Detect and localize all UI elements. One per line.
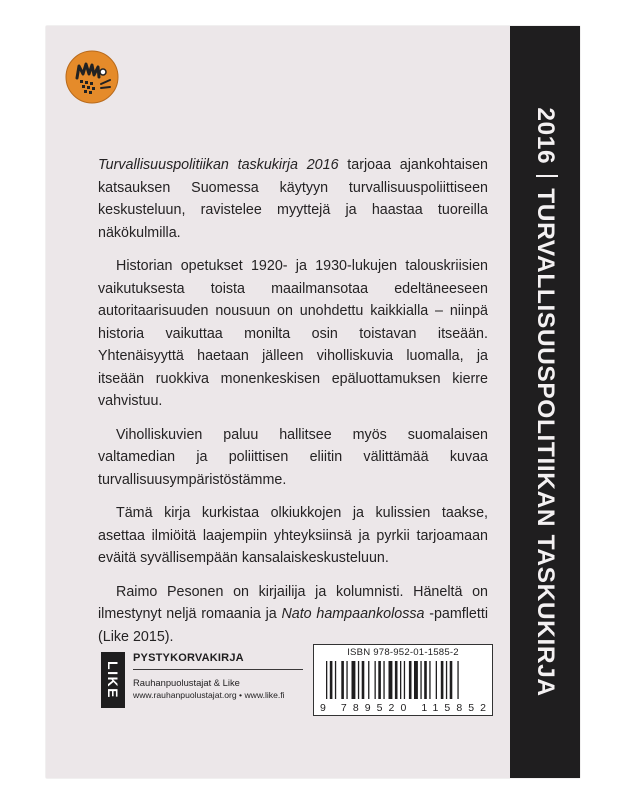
barcode-bar [358, 661, 359, 699]
barcode-bar [335, 661, 336, 699]
publisher-websites: www.rauhanpuolustajat.org • www.like.fi [133, 690, 285, 700]
barcode-bar [457, 661, 458, 699]
isbn-number: ISBN 978-952-01-1585-2 [347, 647, 459, 658]
book-title-inline: Turvallisuuspolitiikan taskukirja 2016 [98, 157, 339, 173]
blurb-paragraph-2: Historian opetukset 1920- ja 1930-lukujen talouskriisien vaikutuksesta toista maailmansotaa edeltäneeseen autoritaarisuuden nousuun on unohdettu kaikkialla – niinpä historia vaikuttaa monilta osin toistavan itseään. Yhtenäisyyttä haetaan jälleen viholliskuvia luomalla, ja itseään ruokkiva monenkeskisen epäluottamuksen kierre vahvistuu. [98, 258, 488, 409]
back-cover-blurb [98, 154, 488, 659]
barcode-digits: 9 789520 115852 [320, 702, 486, 713]
blurb-paragraph-3: Viholliskuvien paluu hallitsee myös suomalaisen valtamedian ja poliittisen eliitin välittämää kuvaa turvallisuusympäristöstämme. [98, 426, 488, 488]
barcode-bar [330, 661, 333, 699]
barcode-bar [450, 661, 453, 699]
like-publisher-logo [101, 652, 125, 708]
barcode-bar [378, 661, 381, 699]
barcode-bar [404, 661, 405, 699]
barcode-bar [346, 661, 347, 699]
barcode-bar [395, 661, 398, 699]
author-bio: Raimo Pesonen on kirjailija ja kolumnisti. Häneltä on ilmestynyt neljä romaania ja Nato hampaankolossa -pamfletti (Like 2015). [98, 583, 488, 645]
barcode-bar [368, 661, 369, 699]
barcode-bar [362, 661, 365, 699]
barcode-bar [441, 661, 444, 699]
publisher-emblem-icon [65, 50, 119, 104]
series-label: PYSTYKORVAKIRJA [133, 652, 303, 670]
previous-book-title: Nato hampaankolossa [281, 606, 425, 622]
barcode-bar [420, 661, 421, 699]
barcode-bar [414, 661, 418, 699]
publisher-names: Rauhanpuolustajat & Like [133, 677, 240, 688]
barcode-bar [446, 661, 447, 699]
barcode-bar [383, 661, 384, 699]
barcode-bar [375, 661, 376, 699]
publisher-info [133, 676, 285, 702]
barcode-bar [424, 661, 427, 699]
barcode-bar [436, 661, 437, 699]
barcode-bar [429, 661, 430, 699]
blurb-paragraph-1: Turvallisuuspolitiikan taskukirja 2016 tarjoaa ajankohtaisen katsauksen Suomessa käytyyn turvallisuuspoliittiseen keskusteluun, ravistelee myyttejä ja haastaa tuoreilla näkökulmilla. [98, 157, 488, 241]
spine-year: 2016 [532, 107, 559, 165]
spine-book-title: TURVALLISUUSPOLITIIKAN TASKUKIRJA [532, 188, 559, 697]
barcode-bar [389, 661, 393, 699]
barcode [320, 661, 486, 713]
barcode-bars [326, 661, 459, 699]
barcode-bar [352, 661, 356, 699]
blurb-paragraph-4: Tämä kirja kurkistaa olkiukkojen ja kulissien taakse, asettaa ilmiöitä laajempiin yhteyksiinsä ja pyrkii tarjoamaan eväitä syvällisempään kansalaiskeskusteluun. [98, 505, 488, 566]
barcode-bar [400, 661, 401, 699]
isbn-barcode-box [313, 644, 493, 716]
barcode-bar [326, 661, 327, 699]
barcode-bar [409, 661, 412, 699]
barcode-bar [341, 661, 344, 699]
like-logo-text: LIKE [105, 661, 121, 699]
spine-divider [536, 175, 558, 177]
spine-title [531, 52, 559, 752]
